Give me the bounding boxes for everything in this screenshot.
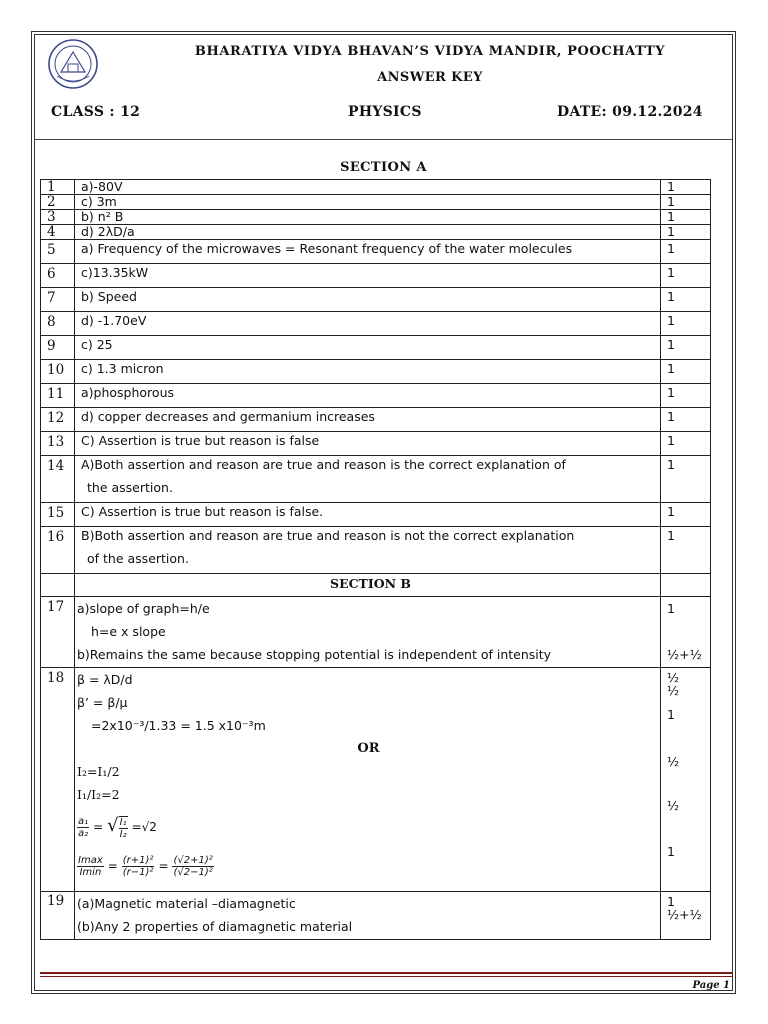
answer-cell: [75, 195, 661, 210]
answer-line: d) -1.70eV: [81, 313, 147, 328]
answer-cell: [75, 180, 661, 195]
marks-value: ½: [667, 798, 680, 813]
question-number: 10: [41, 360, 75, 384]
header-divider: [34, 139, 733, 140]
document-title: ANSWER KEY: [377, 70, 483, 85]
marks-value: 1: [667, 844, 675, 859]
table-row: [41, 225, 711, 240]
question-number: 1: [41, 180, 75, 195]
answer-line: C) Assertion is true but reason is false.: [81, 504, 324, 519]
answer-line: I₁/I₂=2: [77, 787, 120, 802]
marks-value: ½: [667, 670, 680, 685]
answer-line: d) 2λD/a: [81, 224, 135, 239]
fraction: $\frac{\text{a₁}}{\text{a₂}}$: [78, 816, 89, 839]
answer-line: of the assertion.: [87, 551, 189, 566]
answer-cell: [75, 432, 661, 456]
question-number: 18: [41, 668, 75, 892]
equation-intensity-ratio: $\frac{Imax}{Imin}$ = $\frac{\text{(r+1)²}}{\text{(r−1)²}}$ = $\frac{\text{(√2+1)²}}{\text{(√2−1)²}}$: [78, 855, 213, 878]
answer-line: c) 3m: [81, 194, 117, 209]
marks-value: 1: [661, 360, 711, 384]
school-emblem-logo: [47, 38, 99, 90]
question-number: 12: [41, 408, 75, 432]
marks-value: ½+½: [667, 907, 702, 922]
answer-cell: [75, 527, 661, 574]
table-row: [41, 456, 711, 503]
answer-cell: [75, 240, 661, 264]
table-row: [41, 264, 711, 288]
answer-cell: [75, 384, 661, 408]
marks-value: 1: [661, 336, 711, 360]
footer-rule: [40, 972, 733, 974]
answer-cell: [75, 264, 661, 288]
marks-value: 1: [661, 195, 711, 210]
table-row: [41, 527, 711, 574]
table-cell-empty: [661, 574, 711, 597]
question-number: 11: [41, 384, 75, 408]
date-label: DATE: 09.12.2024: [557, 104, 703, 120]
fraction: $\frac{\text{(r+1)²}}{\text{(r−1)²}}$: [122, 855, 154, 878]
question-number: 14: [41, 456, 75, 503]
answer-cell: [75, 360, 661, 384]
answer-line: a) Frequency of the microwaves = Resonant frequency of the water molecules: [81, 241, 573, 256]
marks-value: 1: [667, 707, 675, 722]
answer-line: B)Both assertion and reason are true and reason is not the correct explanation: [81, 528, 575, 543]
answer-line: b) n² B: [81, 209, 124, 224]
marks-value: 1: [661, 527, 711, 574]
answer-cell: [75, 892, 661, 940]
question-number: 6: [41, 264, 75, 288]
answer-cell: [75, 597, 661, 668]
answer-line: A)Both assertion and reason are true and reason is the correct explanation of: [81, 457, 566, 472]
answer-line: d) copper decreases and germanium increases: [81, 409, 375, 424]
question-number: 8: [41, 312, 75, 336]
question-number: 3: [41, 210, 75, 225]
fraction: $\frac{\text{(√2+1)²}}{\text{(√2−1)²}}$: [173, 855, 213, 878]
fraction: $\frac{Imax}{Imin}$: [78, 855, 103, 878]
marks-value: 1: [661, 264, 711, 288]
table-row: [41, 195, 711, 210]
question-number: 19: [41, 892, 75, 940]
footer-rule: [40, 976, 733, 977]
table-cell-empty: [41, 574, 75, 597]
marks-value: 1: [661, 432, 711, 456]
section-b-title: SECTION B: [75, 574, 661, 597]
table-row: [41, 408, 711, 432]
answer-line: h=e x slope: [91, 624, 166, 639]
marks-value: 1: [661, 408, 711, 432]
answer-line: the assertion.: [87, 480, 173, 495]
answer-cell: [75, 288, 661, 312]
answer-cell: [75, 210, 661, 225]
answer-line: c) 1.3 micron: [81, 361, 164, 376]
table-row: [41, 180, 711, 195]
answer-cell: [75, 225, 661, 240]
page-number: Page 1: [692, 980, 730, 991]
answer-line: a)phosphorous: [81, 385, 175, 400]
marks-cell: [661, 892, 711, 940]
fraction: $\frac{\text{I₁}}{\text{I₂}}$: [119, 816, 127, 840]
answer-cell: [75, 336, 661, 360]
answer-cell: [75, 503, 661, 527]
question-number: 13: [41, 432, 75, 456]
or-divider: OR: [357, 741, 380, 756]
answer-line: β’ = β/μ: [77, 695, 128, 710]
equation-amplitude-ratio: $\frac{\text{a₁}}{\text{a₂}}$ = √ $\frac{\text{I₁}}{\text{I₂}}$ =√2: [78, 815, 157, 840]
marks-value: 1: [661, 312, 711, 336]
answer-line: a)slope of graph=h/e: [77, 601, 210, 616]
answer-table: [40, 179, 711, 940]
question-number: 9: [41, 336, 75, 360]
table-row: [41, 210, 711, 225]
marks-value: 1: [661, 288, 711, 312]
question-number: 2: [41, 195, 75, 210]
table-row: [41, 360, 711, 384]
school-name: BHARATIYA VIDYA BHAVAN’S VIDYA MANDIR, POOCHATTY: [194, 44, 666, 59]
marks-value: ½: [667, 754, 680, 769]
marks-value: ½+½: [667, 647, 702, 662]
answer-line: (b)Any 2 properties of diamagnetic material: [77, 919, 353, 934]
answer-cell: [75, 408, 661, 432]
answer-cell: [75, 456, 661, 503]
marks-value: 1: [661, 456, 711, 503]
question-number: 16: [41, 527, 75, 574]
question-number: 4: [41, 225, 75, 240]
section-a-title: SECTION A: [340, 160, 427, 175]
answer-line: c)13.35kW: [81, 265, 149, 280]
marks-value: 1: [661, 180, 711, 195]
marks-value: 1: [661, 210, 711, 225]
table-row: [41, 336, 711, 360]
answer-line: β = λD/d: [77, 672, 133, 687]
marks-value: 1: [661, 384, 711, 408]
answer-line: I₂=I₁/2: [77, 764, 120, 779]
answer-line: (a)Magnetic material –diamagnetic: [77, 896, 296, 911]
marks-value: 1: [661, 240, 711, 264]
table-row: [41, 432, 711, 456]
answer-line: C) Assertion is true but reason is false: [81, 433, 320, 448]
class-label: CLASS : 12: [51, 104, 141, 120]
question-number: 7: [41, 288, 75, 312]
table-row: [41, 384, 711, 408]
answer-cell: [75, 668, 661, 892]
answer-line: c) 25: [81, 337, 113, 352]
question-number: 5: [41, 240, 75, 264]
marks-cell: [661, 668, 711, 892]
subject-label: PHYSICS: [348, 104, 422, 120]
marks-value: ½: [667, 683, 680, 698]
answer-line: =2x10⁻³/1.33 = 1.5 x10⁻³m: [91, 718, 266, 733]
table-row: [41, 503, 711, 527]
question-number: 15: [41, 503, 75, 527]
table-row: [41, 288, 711, 312]
answer-line: b)Remains the same because stopping potential is independent of intensity: [77, 647, 552, 662]
table-row: [41, 312, 711, 336]
marks-value: 1: [661, 225, 711, 240]
marks-cell: [661, 597, 711, 668]
marks-value: 1: [667, 894, 675, 909]
answer-line: a)-80V: [81, 179, 123, 194]
marks-value: 1: [661, 503, 711, 527]
answer-line: b) Speed: [81, 289, 137, 304]
table-row: [41, 240, 711, 264]
question-number: 17: [41, 597, 75, 668]
marks-value: 1: [667, 601, 675, 616]
answer-cell: [75, 312, 661, 336]
